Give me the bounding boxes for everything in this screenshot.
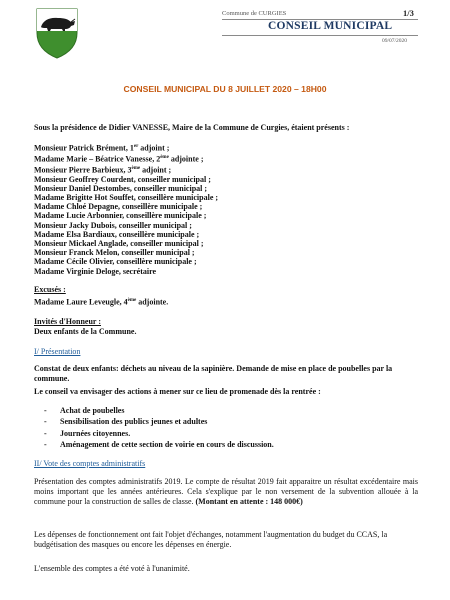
member-item: Madame Chloé Depagne, conseillère municipale ; (34, 202, 203, 212)
section2-para2: Les dépenses de fonctionnement ont fait l'objet d'échanges, notamment l'augmentation du budget du CCAS, la budgétisation des masques ou encore les dépenses en énergie. (34, 530, 388, 550)
member-item: Madame Marie – Béatrice Vanesse, 2ème adjointe ; (34, 154, 204, 164)
member-item: Monsieur Franck Melon, conseiller municipal ; (34, 248, 195, 258)
header-date: 09/07/2020 (382, 38, 408, 44)
member-item: Monsieur Mickael Anglade, conseiller municipal ; (34, 239, 204, 248)
section1-bullet-list (44, 405, 274, 450)
document-title: CONSEIL MUNICIPAL DU 8 JUILLET 2020 – 18H00 (123, 84, 327, 94)
member-item: Madame Cécile Olivier, conseillère municipale ; (34, 257, 197, 267)
member-item: Monsieur Geoffrey Courdent, conseiller municipal ; (34, 174, 211, 184)
members-list (34, 142, 218, 276)
list-item: - Achat de poubelles (44, 406, 125, 415)
invites-label: Invités d'Honneur : (34, 317, 101, 326)
section1-para2: Le conseil va envisager des actions à mener sur ce lieu de promenade dès la rentrée : (34, 387, 321, 396)
member-item: Monsieur Patrick Brément, 1er adjoint ; (34, 143, 170, 153)
list-item: - Journées citoyennes. (44, 428, 131, 438)
header-commune: Commune de CURGIES (222, 10, 287, 17)
member-item: Monsieur Daniel Destombes, conseiller municipal ; (34, 183, 208, 193)
member-item: Madame Brigitte Hot Souffet, conseillère municipale ; (34, 192, 219, 202)
header-rule-bottom (222, 35, 418, 36)
section2-para1: Présentation des comptes administratifs 2019. Le compte de résultat 2019 fait apparaitre un résultat excédentaire mais moins important que les années antérieures. Cela s'explique par le non versement de la subvention allouée à la commune pour la construction de salles de classe. (Montant en attente : 148 000€) (34, 477, 418, 507)
section1-para1: Constat de deux enfants: déchets au niveau de la sapinière. Demande de mise en place de poubelles par la commune. (34, 364, 393, 384)
section2-para3: L'ensemble des comptes a été voté à l'unanimité. (34, 564, 190, 573)
excuses-text: Madame Laure Leveugle, 4ème adjointe. (34, 297, 169, 307)
commune-crest-icon (34, 7, 80, 59)
member-item: Madame Virginie Deloge, secrétaire (34, 266, 157, 276)
list-item: - Aménagement de cette section de voirie en cours de discussion. (44, 439, 274, 449)
section-heading-comptes: II/ Vote des comptes administratifs (34, 459, 146, 468)
member-item: Madame Lucie Arbonnier, conseillère municipale ; (34, 211, 207, 221)
list-item: - Sensibilisation des publics jeunes et adultes (44, 417, 208, 427)
section-heading-presentation: I/ Présentation (34, 347, 81, 356)
intro-text: Sous la présidence de Didier VANESSE, Maire de la Commune de Curgies, étaient présents : (34, 123, 350, 132)
invites-text: Deux enfants de la Commune. (34, 327, 137, 336)
header-title: CONSEIL MUNICIPAL (268, 20, 393, 32)
member-item: Monsieur Pierre Barbieux, 3ème adjoint ; (34, 165, 172, 175)
member-item: Monsieur Jacky Dubois, conseiller municipal ; (34, 220, 192, 230)
page-number: 1/3 (403, 8, 414, 18)
member-item: Madame Elsa Bardiaux, conseillère municipale ; (34, 229, 200, 239)
excuses-label: Excusés : (34, 285, 66, 294)
